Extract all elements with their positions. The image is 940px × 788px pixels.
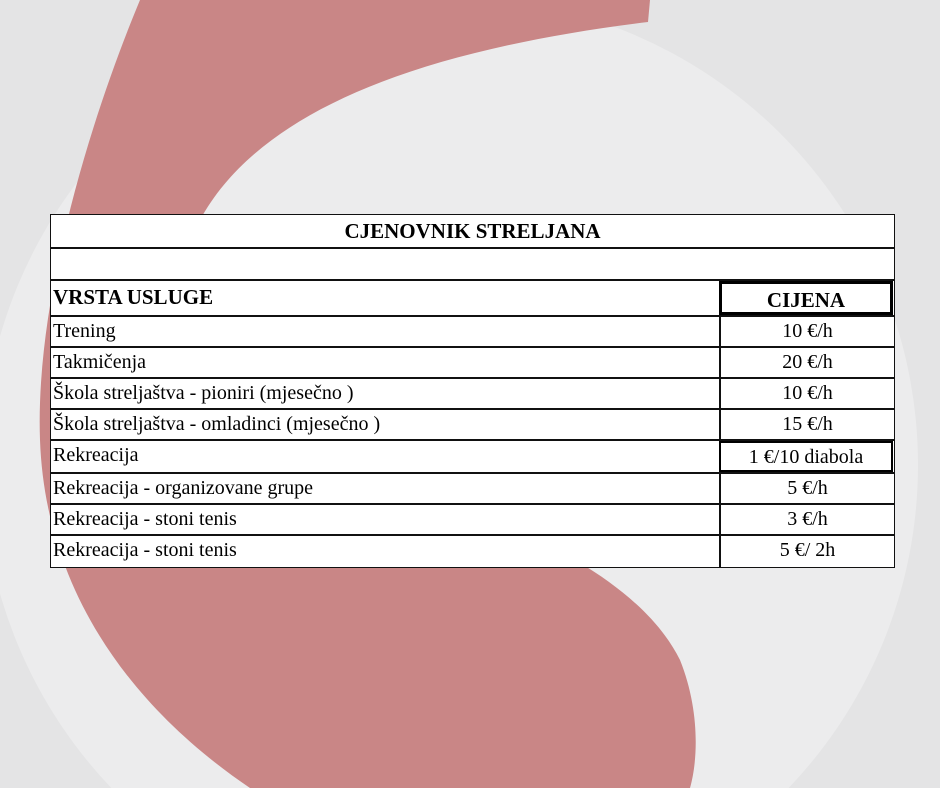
service-name: Škola streljaštva - pioniri (mjesečno ): [53, 382, 354, 404]
service-price: 15 €/h: [719, 410, 894, 439]
table-row: [51, 536, 894, 567]
service-price: 20 €/h: [719, 348, 894, 377]
service-price: 5 €/ 2h: [719, 536, 894, 567]
service-name: Takmičenja: [53, 351, 146, 373]
header-price: CIJENA: [719, 281, 893, 315]
service-name: Škola streljaštva - omladinci (mjesečno ): [53, 413, 381, 435]
price-table: [50, 214, 895, 568]
table-row: [51, 441, 894, 474]
service-price: 3 €/h: [719, 505, 894, 534]
table-row: [51, 317, 894, 348]
table-spacer-row: [51, 249, 894, 281]
service-price: 10 €/h: [719, 379, 894, 408]
header-service: VRSTA USLUGE: [53, 285, 214, 309]
service-price: 5 €/h: [719, 474, 894, 503]
service-price: 10 €/h: [719, 317, 894, 346]
table-row: [51, 379, 894, 410]
service-name: Rekreacija - stoni tenis: [53, 508, 237, 530]
service-name: Rekreacija: [53, 444, 139, 466]
table-title: CJENOVNIK STRELJANA: [51, 215, 894, 249]
table-row: [51, 348, 894, 379]
table-row: [51, 410, 894, 441]
service-price: 1 €/10 diabola: [719, 441, 893, 472]
table-row: [51, 505, 894, 536]
table-row: [51, 474, 894, 505]
table-header-row: [51, 281, 894, 317]
service-name: Rekreacija - stoni tenis: [53, 539, 237, 561]
service-name: Trening: [53, 320, 116, 342]
service-name: Rekreacija - organizovane grupe: [53, 477, 314, 499]
